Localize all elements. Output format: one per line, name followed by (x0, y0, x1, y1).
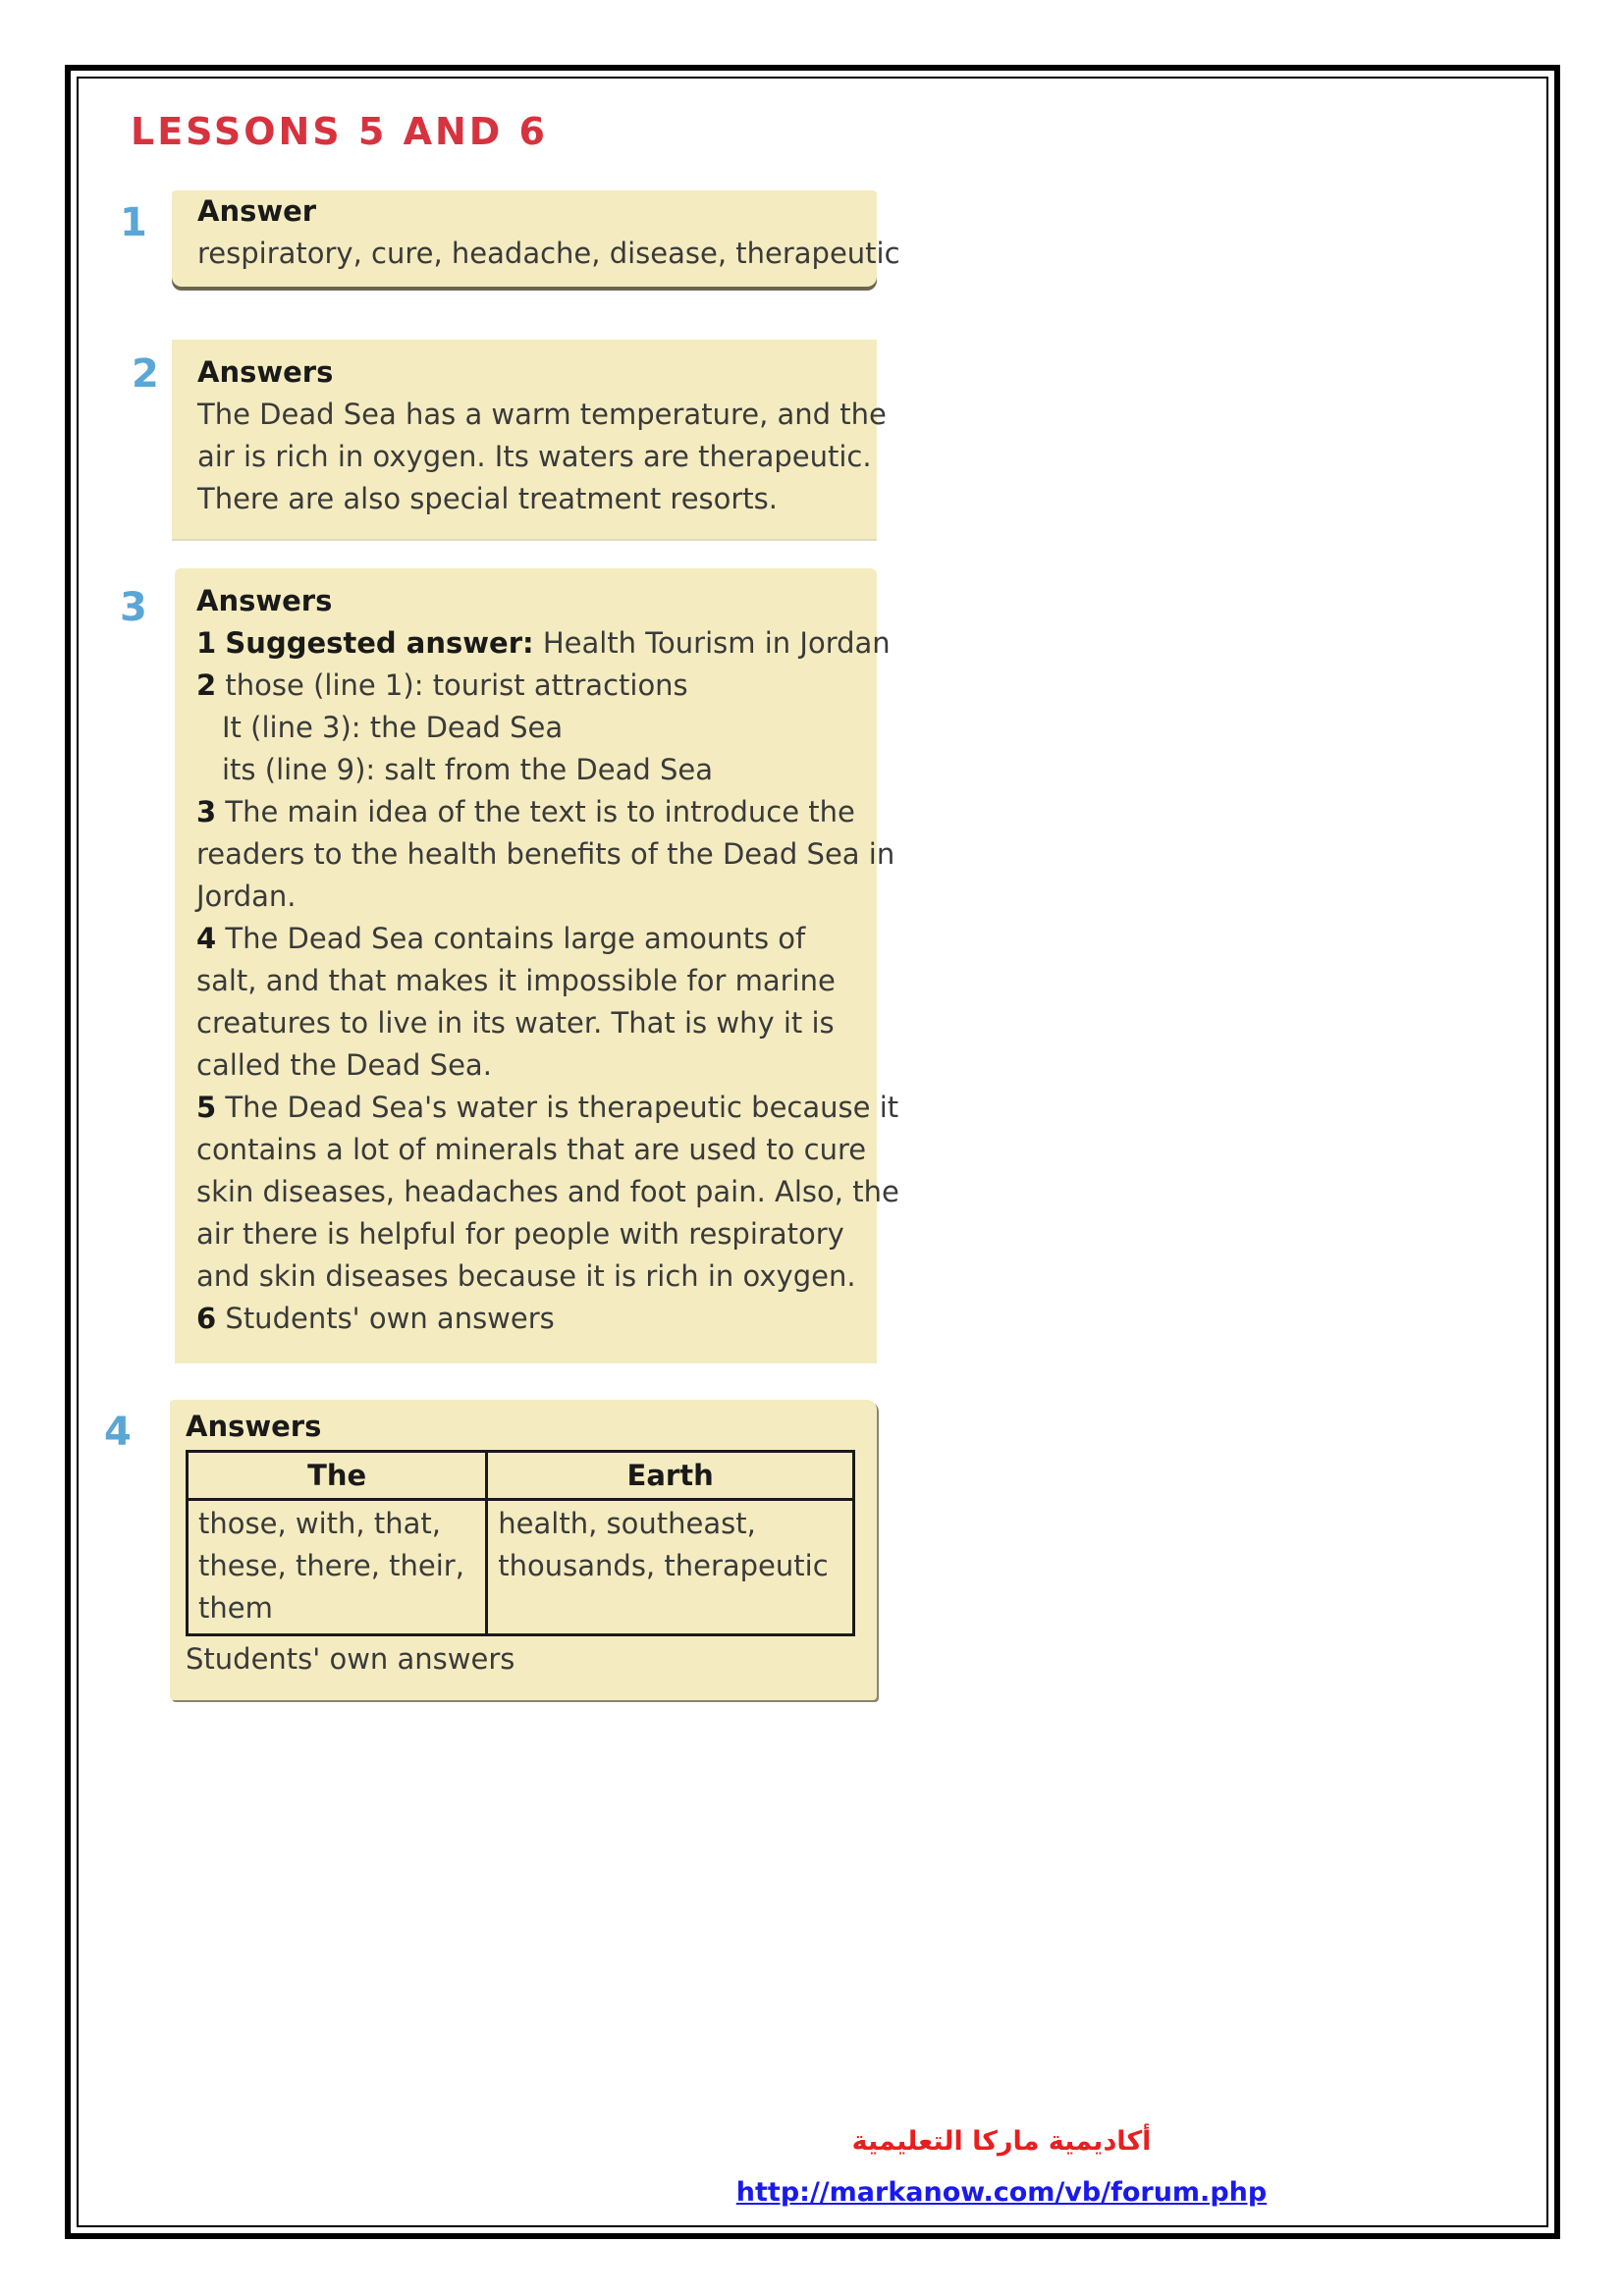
answer-heading: Answers (196, 584, 333, 617)
answer-heading: Answers (197, 355, 334, 389)
answer-heading: Answer (197, 194, 317, 228)
answer-line: and skin diseases because it is rich in oxygen. (196, 1259, 856, 1293)
answer-line: Jordan. (196, 880, 297, 913)
answer-item-2: 2 those (line 1): tourist attractions (196, 668, 688, 702)
answer-footer-text: Students' own answers (186, 1642, 515, 1676)
question-number-1: 1 (120, 200, 147, 245)
answer-item-1: 1 Suggested answer: Health Tourism in Jordan (196, 626, 891, 660)
answer-box-2 (172, 340, 887, 541)
table-row (188, 1500, 854, 1635)
answer-line: air is rich in oxygen. Its waters are therapeutic. (197, 440, 872, 473)
answer-line: contains a lot of minerals that are used to cure (196, 1133, 867, 1166)
answer-box-4 (170, 1400, 877, 1700)
answer-line: creatures to live in its water. That is why it is (196, 1006, 835, 1040)
words-table (186, 1450, 855, 1636)
academy-name: أكاديمية ماركا التعليمية (851, 2126, 1152, 2157)
answer-line: The Dead Sea has a warm temperature, and the (197, 398, 887, 431)
answer-line: It (line 3): the Dead Sea (222, 711, 564, 744)
answer-line: salt, and that makes it impossible for marine (196, 964, 836, 997)
table-header-the: The (188, 1452, 487, 1500)
answer-line: air there is helpful for people with respiratory (196, 1217, 844, 1251)
table-header-earth: Earth (487, 1452, 854, 1500)
answer-heading: Answers (186, 1410, 322, 1443)
forum-link[interactable]: http://markanow.com/vb/forum.php (735, 2177, 1268, 2208)
answer-line: called the Dead Sea. (196, 1048, 492, 1082)
answer-line: skin diseases, headaches and foot pain. Also, the (196, 1175, 899, 1208)
answer-line: readers to the health benefits of the Dead Sea in (196, 837, 895, 871)
table-cell-earth: health, southeast, thousands, therapeutic (487, 1500, 854, 1635)
question-number-3: 3 (120, 585, 147, 630)
answer-item-6: 6 Students' own answers (196, 1302, 555, 1335)
answer-line: There are also special treatment resorts. (197, 482, 779, 515)
table-cell-the: those, with, that, these, there, their, them (188, 1500, 487, 1635)
answer-item-3: 3 The main idea of the text is to introduce the (196, 795, 855, 828)
answer-text: respiratory, cure, headache, disease, therapeutic (197, 237, 900, 270)
answer-item-4: 4 The Dead Sea contains large amounts of (196, 922, 806, 955)
answer-box-1 (172, 190, 900, 287)
answer-line: its (line 9): salt from the Dead Sea (222, 753, 714, 786)
answer-item-5: 5 The Dead Sea's water is therapeutic because it (196, 1091, 899, 1124)
answer-box-3 (175, 568, 899, 1363)
table-header-row (188, 1452, 854, 1500)
lesson-title: LESSONS 5 AND 6 (131, 110, 548, 153)
question-number-2: 2 (132, 351, 159, 397)
question-number-4: 4 (104, 1410, 132, 1455)
